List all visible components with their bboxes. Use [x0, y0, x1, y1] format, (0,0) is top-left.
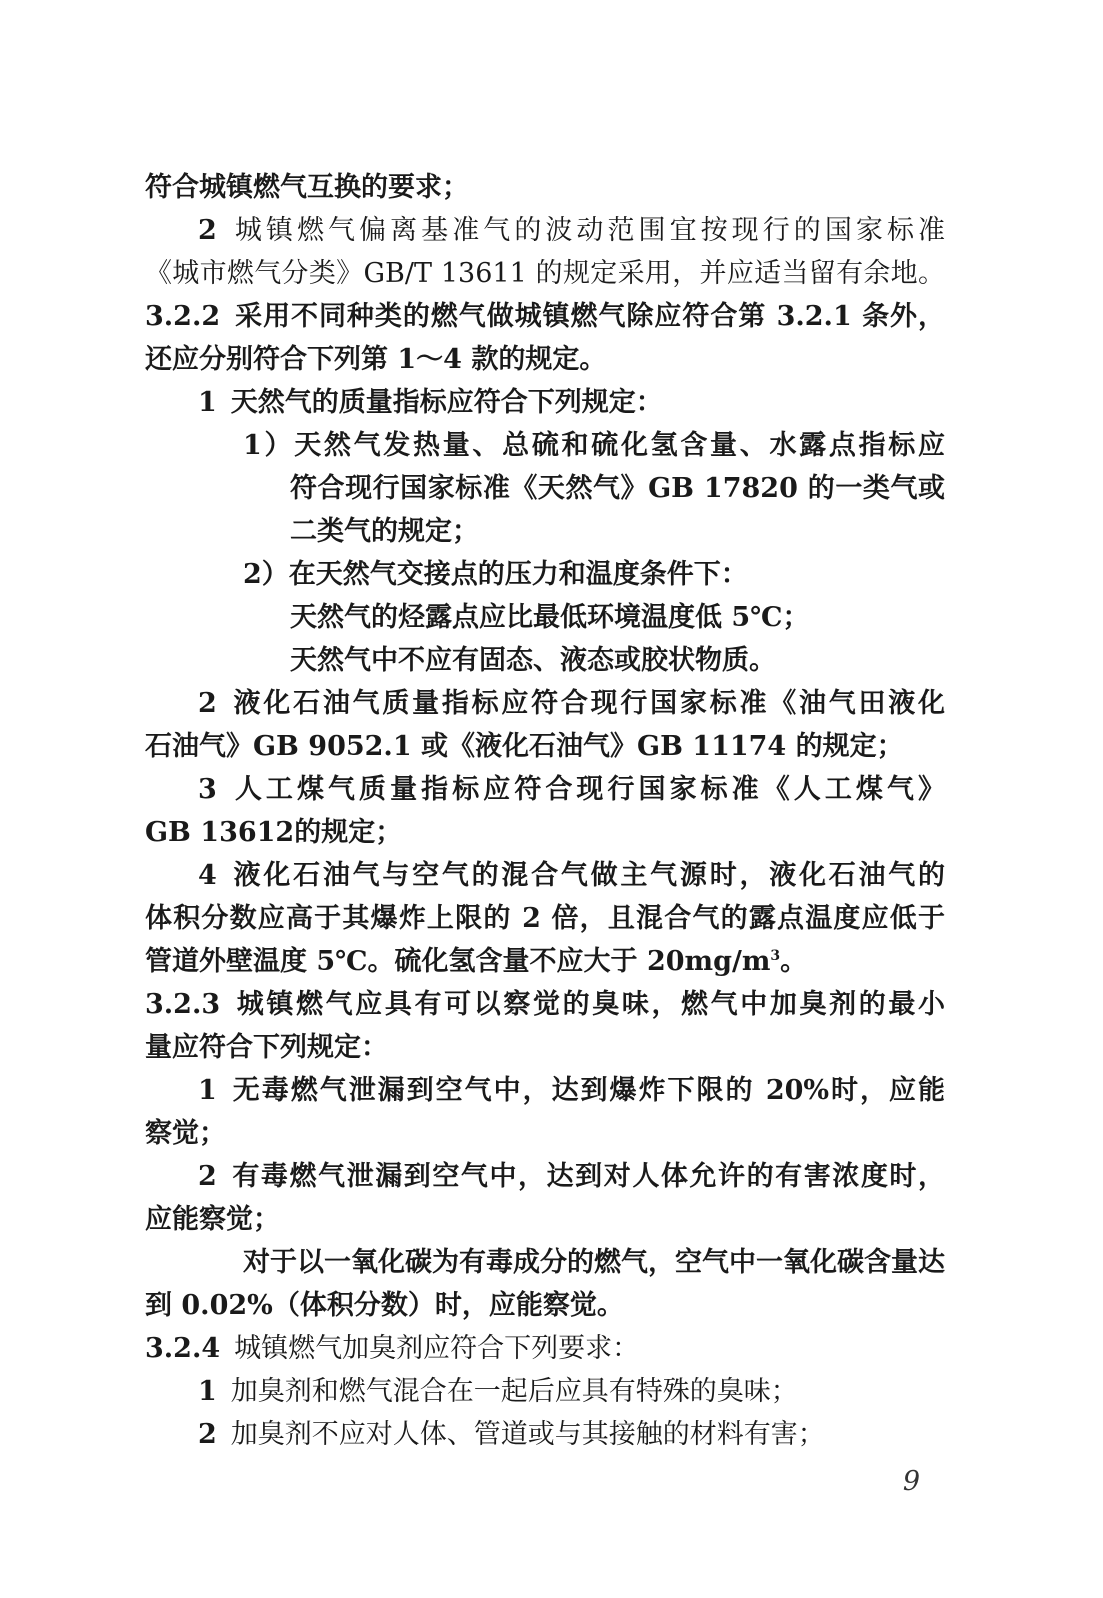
clause-number: 3.2.3	[145, 989, 221, 1020]
item-number: 2	[198, 688, 217, 719]
clause-heading: 3.2.2 采用不同种类的燃气做城镇燃气除应符合第 3.2.1 条外，	[145, 301, 945, 332]
list-item: 2 液化石油气质量指标应符合现行国家标准《油气田液化	[198, 688, 945, 719]
item-number: 4	[198, 860, 217, 891]
page-number: 9	[902, 1466, 920, 1497]
list-item: 2 城镇燃气偏离基准气的波动范围宜按现行的国家标准	[198, 215, 945, 246]
item-number: 2	[198, 215, 217, 246]
clause-number: 3.2.4	[145, 1333, 221, 1364]
item-number: 3	[198, 774, 217, 805]
text-line: 《城市燃气分类》GB/T 13611 的规定采用，并应适当留有余地。	[145, 258, 945, 289]
text-line: GB 13612的规定；	[145, 817, 403, 848]
item-number: 2	[198, 1419, 217, 1450]
text-line: 体积分数应高于其爆炸上限的 2 倍，且混合气的露点温度应低于	[145, 903, 945, 934]
list-item: 2 有毒燃气泄漏到空气中，达到对人体允许的有害浓度时，	[198, 1161, 945, 1192]
text-line: 符合现行国家标准《天然气》GB 17820 的一类气或	[290, 473, 945, 504]
text-line: 天然气的烃露点应比最低环境温度低 5℃；	[290, 602, 810, 633]
clause-number: 3.2.2	[145, 301, 221, 332]
text-line: 到 0.02%（体积分数）时，应能察觉。	[145, 1290, 624, 1321]
clause-heading: 3.2.3 城镇燃气应具有可以察觉的臭味，燃气中加臭剂的最小	[145, 989, 945, 1020]
item-number: 1	[198, 387, 217, 418]
sub-item: 1）天然气发热量、总硫和硫化氢含量、水露点指标应	[243, 430, 945, 461]
item-number: 2	[198, 1161, 217, 1192]
list-item: 2 加臭剂不应对人体、管道或与其接触的材料有害；	[198, 1419, 825, 1450]
superscript: 3	[770, 948, 781, 964]
text-line: 天然气中不应有固态、液态或胶状物质。	[290, 645, 776, 676]
item-number: 1	[198, 1075, 217, 1106]
text-line: 石油气》GB 9052.1 或《液化石油气》GB 11174 的规定；	[145, 731, 904, 762]
text-line: 管道外壁温度 5℃。硫化氢含量不应大于 $20mg/m^3$。	[145, 946, 808, 977]
text-line: 察觉；	[145, 1118, 226, 1149]
list-item: 3 人工煤气质量指标应符合现行国家标准《人工煤气》	[198, 774, 945, 805]
text-line: 对于以一氧化碳为有毒成分的燃气，空气中一氧化碳含量达	[243, 1247, 945, 1278]
text-line: 二类气的规定；	[290, 516, 479, 547]
list-item: 1 无毒燃气泄漏到空气中，达到爆炸下限的 20%时，应能	[198, 1075, 945, 1106]
list-item: 1 天然气的质量指标应符合下列规定：	[198, 387, 663, 418]
item-number: 1	[198, 1376, 217, 1407]
sub-item: 2）在天然气交接点的压力和温度条件下：	[243, 559, 748, 590]
list-item: 4 液化石油气与空气的混合气做主气源时，液化石油气的	[198, 860, 945, 891]
text-line: 量应符合下列规定：	[145, 1032, 388, 1063]
list-item: 1 加臭剂和燃气混合在一起后应具有特殊的臭味；	[198, 1376, 798, 1407]
text-line: 应能察觉；	[145, 1204, 280, 1235]
text-line: 符合城镇燃气互换的要求；	[145, 172, 469, 203]
clause-heading: 3.2.4 城镇燃气加臭剂应符合下列要求：	[145, 1333, 640, 1364]
text-line: 还应分别符合下列第 1～4 款的规定。	[145, 344, 607, 375]
